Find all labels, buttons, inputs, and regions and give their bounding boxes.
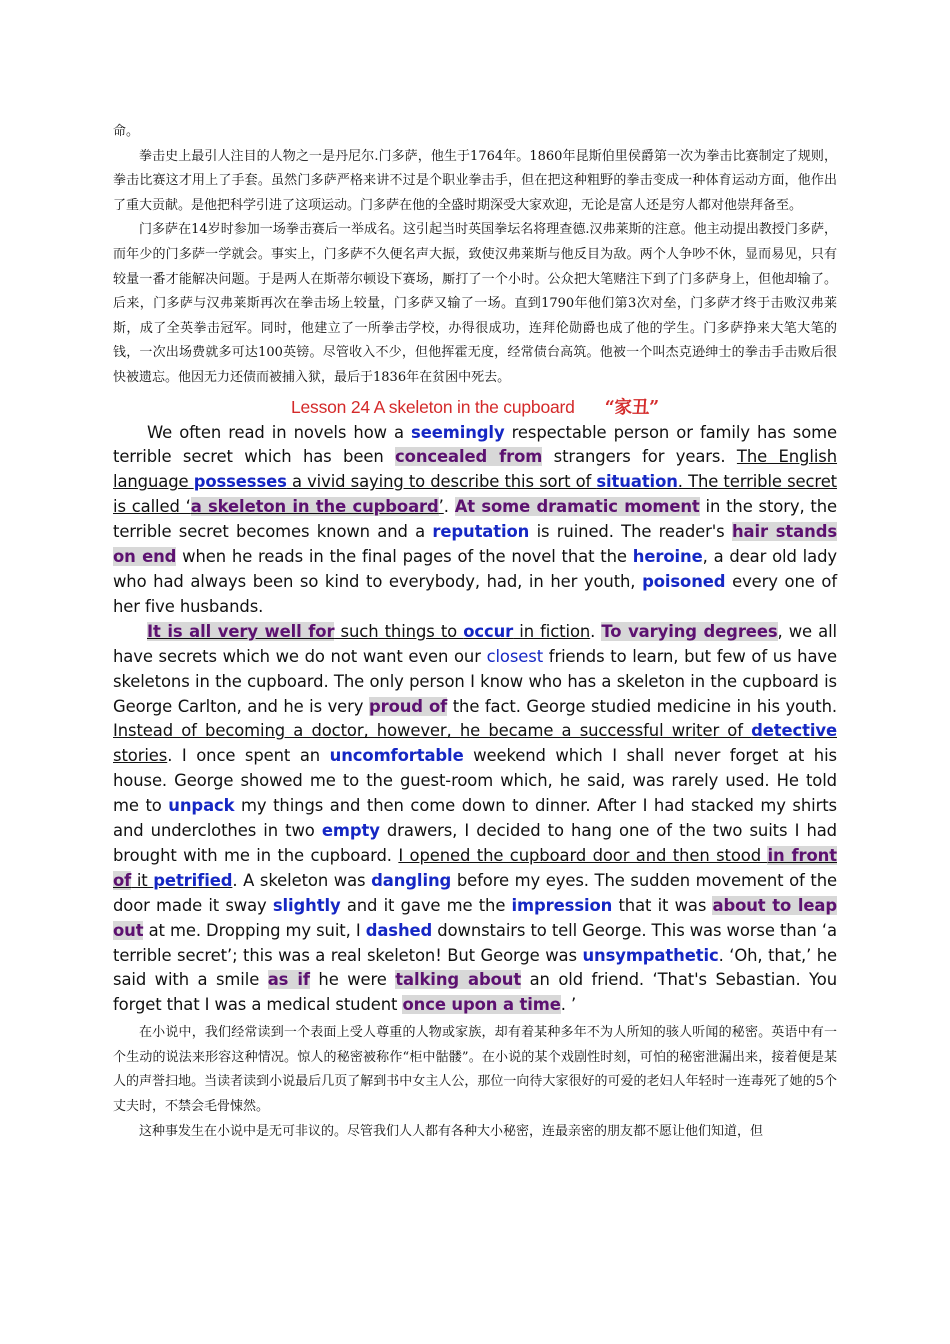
text-run: I opened the cupboard door and then stood [398, 845, 768, 865]
text-run: a vivid saying to describe this sort of [286, 472, 597, 492]
phrase-in-front-of: in front of [113, 845, 837, 890]
text-run: my things and then come down to dinner. After I had stacked my shirts and underclothes in two [113, 796, 837, 841]
phrase-skeleton-in-cupboard: a skeleton in the cupboard [190, 497, 439, 517]
text-run: weekend which I shall never forget at his house. George showed me to the guest-room which, he said, was rarely used. He told me to [113, 746, 837, 816]
vocab-detective: detective [751, 721, 837, 741]
text-run: . ‘Oh, that,’ he said with a smile [113, 945, 837, 990]
text-run: . The terrible secret is called ‘ [113, 472, 838, 517]
intro-paragraph-2: 门多萨在14岁时参加一场拳击赛后一举成名。这引起当时英国拳坛名将理查德.汉弗莱斯的注意。他主动提出教授门多萨，而年少的门多萨一学就会。事实上，门多萨不久便名声大振，致使汉弗莱斯与他反目为敌。两个人争吵不休，显而易见，只有较量一番才能解决问题。于是两人在斯蒂尔顿设下赛场，厮打了一个小时。公众把大笔赌注下到了门多萨身上，但他却输了。后来，门多萨与汉弗莱斯再次在拳击场上较量，门多萨又输了一场。直到1790年他们第3次对垒，门多萨才终于击败汉弗莱斯，成了全英拳击冠军。同时，他建立了一所拳击学校，办得很成功，连拜伦勋爵也成了他的学生。门多萨挣来大笔大笔的钱，一次出场费就多可达100英镑。尽管收入不少，但他挥霍无度，经常债台高筑。他被一个叫杰克逊绅士的拳击手击败后很快被遗忘。他因无力还债而被捕入狱，最后于1836年在贫困中死去。 [113, 222, 837, 385]
vocab-seemingly: seemingly [411, 422, 505, 442]
vocab-situation: situation [596, 472, 678, 492]
document-page [113, 120, 837, 1144]
vocab-uncomfortable: uncomfortable [329, 746, 464, 766]
vocab-occur: occur [463, 621, 514, 641]
text-run: . [443, 497, 455, 517]
phrase-about-to-leap-out: about to leap out [113, 895, 838, 940]
phrase-hair-stands-on-end: hair stands on end [113, 522, 837, 567]
vocab-dashed: dashed [365, 920, 433, 940]
text-run: and it gave me the [340, 895, 512, 915]
text-run: he were [309, 970, 396, 990]
text-run: . ’ [560, 995, 577, 1015]
text-run: stories [113, 746, 168, 766]
vocab-petrified: petrified [153, 870, 233, 890]
text-run: Instead of becoming a doctor, however, he became a successful writer of [113, 721, 752, 741]
text-run: before my eyes. The sudden movement of the door made it sway [113, 870, 837, 915]
text-run: , we all have secrets which we do not want even our [113, 621, 837, 666]
vocab-slightly: slightly [272, 895, 341, 915]
text-run: downstairs to tell George. This was worse than ‘a terrible secret’; this was a real skeleton! But George was [113, 920, 837, 965]
vocab-dangling: dangling [371, 870, 452, 890]
text-run: strangers for years. [542, 447, 737, 467]
text-run: friends to learn, but few of us have skeletons in the cupboard. The only person I know who has a skeleton in the cupboard is George Carlton, and he is very [113, 646, 837, 716]
vocab-closest: closest [486, 646, 544, 666]
phrase-talking-about: talking about [395, 970, 522, 990]
vocab-heroine: heroine [632, 547, 703, 567]
phrase-proud-of: proud of [368, 696, 448, 716]
lesson-title-en: Lesson 24 A skeleton in the cupboard [290, 396, 575, 417]
phrase-once-upon-a-time: once upon a time [402, 995, 561, 1015]
text-run: it [131, 870, 154, 890]
text-run: . A skeleton was [232, 870, 372, 890]
text-run: an old friend. ‘That's Sebastian. You forget that I was a medical student [113, 970, 838, 1015]
translation-paragraph-2: 这种事发生在小说中是无可非议的。尽管我们人人都有各种大小秘密，连最亲密的朋友都不愿让他们知道，但 [139, 1123, 764, 1139]
vocab-impression: impression [511, 895, 613, 915]
vocab-possesses: possesses [193, 472, 287, 492]
text-run: at me. Dropping my suit, I [143, 920, 366, 940]
translation-paragraph-1: 在小说中，我们经常读到一个表面上受人尊重的人物或家族，却有着某种多年不为人所知的骇人听闻的秘密。英语中有一个生动的说法来形容这种情况。惊人的秘密被称作“柜中骷髅”。在小说的某个戏剧性时刻，可怕的秘密泄漏出来，接着便是某人的声誉扫地。当读者读到小说最后几页了解到书中女主人公，那位一向待大家很好的可爱的老妇人年轻时一连毒死了她的5个丈夫时，不禁会毛骨悚然。 [113, 1025, 837, 1115]
text-run: in fiction [513, 621, 591, 641]
text-run: the fact. George studied medicine in his youth. [447, 696, 838, 716]
phrase-concealed-from: concealed from [395, 447, 543, 467]
text-run: The English language [113, 447, 838, 492]
text-run: in the story, the terrible secret becomes known and a [113, 497, 837, 542]
text-run: every one of her five husbands. [113, 571, 837, 616]
text-run: such things to [334, 621, 464, 641]
text-run: that it was [612, 895, 713, 915]
text-run: , a dear old lady who had always been so kind to everybody, had, in her youth, [113, 547, 837, 591]
intro-paragraph-1: 拳击史上最引人注目的人物之一是丹尼尔.门多萨，他生于1764年。1860年昆斯伯里侯爵第一次为拳击比赛制定了规则，拳击比赛这才用上了手套。虽然门多萨严格来讲不过是个职业拳击手，但在把这种粗野的拳击变成一种体育运动方面，他作出了重大贡献。是他把科学引进了这项运动。门多萨在他的全盛时期深受大家欢迎，无论是富人还是穷人都对他崇拜备至。 [113, 148, 837, 213]
phrase-it-is-all-very-well-for: It is all very well for [147, 621, 335, 641]
underlined-sentence-2 [147, 622, 590, 641]
phrase-at-some-dramatic-moment: At some dramatic moment [454, 497, 700, 517]
intro-fragment: 命。 [113, 124, 140, 139]
text-run: We often read in novels how a [147, 422, 412, 442]
vocab-reputation: reputation [432, 522, 530, 542]
phrase-to-varying-degrees: To varying degrees [601, 621, 778, 641]
lesson-title-cn: “家丑” [604, 397, 660, 418]
vocab-unsympathetic: unsympathetic [582, 945, 719, 965]
text-run: respectable person or family has some terrible secret which has been [113, 422, 837, 467]
text-run: drawers, I decided to hang one of the two suits I had brought with me in the cupboard. [113, 821, 837, 865]
text-run: is ruined. The reader's [529, 522, 732, 542]
vocab-empty: empty [321, 821, 380, 841]
text-run: . I once spent an [167, 746, 330, 766]
text-paragraph-1 [113, 421, 837, 620]
text-run: . [590, 621, 602, 641]
vocab-poisoned: poisoned [642, 571, 726, 591]
lesson-title [113, 395, 837, 420]
text-run: when he reads in the final pages of the novel that the [176, 547, 633, 567]
vocab-unpack: unpack [168, 796, 235, 816]
phrase-as-if: as if [267, 970, 310, 990]
text-paragraph-2 [113, 620, 837, 1019]
text-run: ’ [438, 497, 444, 517]
